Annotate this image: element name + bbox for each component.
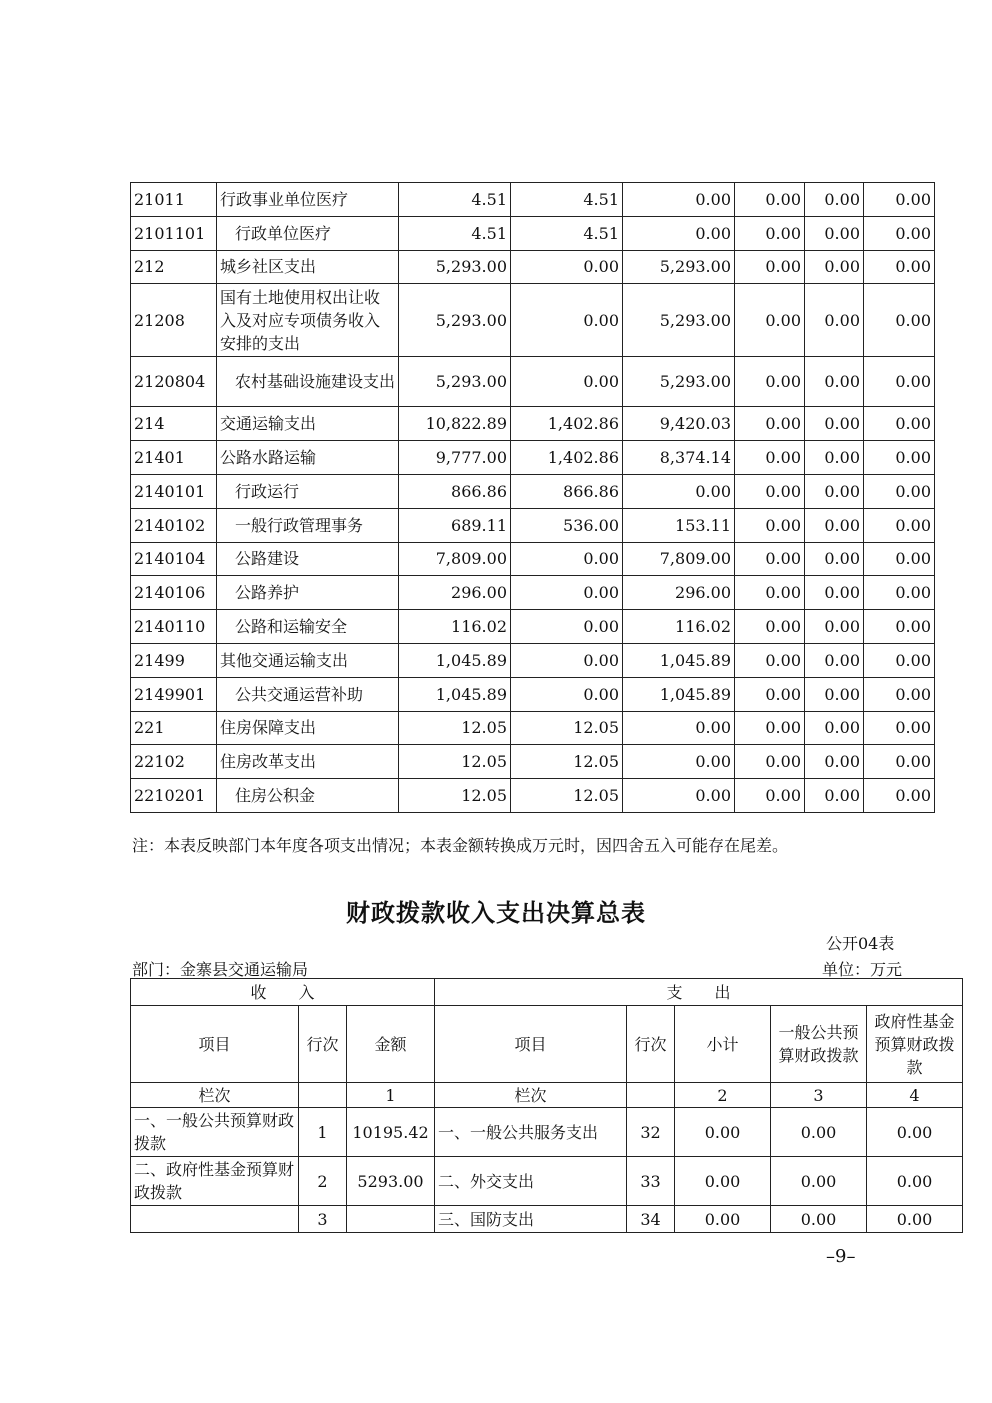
table-row <box>131 779 935 813</box>
amount-cell: 0.00 <box>864 711 935 745</box>
amount-cell: 0.00 <box>511 643 623 677</box>
subject-code: 2140102 <box>131 508 217 542</box>
subject-code: 22102 <box>131 745 217 779</box>
amount-cell: 1,045.89 <box>399 643 511 677</box>
amount-cell: 10,822.89 <box>399 407 511 441</box>
subject-name: 城乡社区支出 <box>217 250 399 284</box>
general-budget-header: 一般公共预算财政拨款 <box>771 1006 867 1083</box>
subject-code: 214 <box>131 407 217 441</box>
amount-cell: 0.00 <box>623 711 735 745</box>
summary-table <box>130 978 963 1233</box>
subtotal-cell: 0.00 <box>675 1108 771 1157</box>
amount-cell: 0.00 <box>805 216 864 250</box>
amount-cell: 0.00 <box>864 643 935 677</box>
subject-name: 一般行政管理事务 <box>217 508 399 542</box>
amount-cell: 0.00 <box>735 779 805 813</box>
amount-cell: 0.00 <box>864 284 935 357</box>
amount-cell: 0.00 <box>805 542 864 576</box>
amount-cell: 12.05 <box>511 745 623 779</box>
amount-cell: 0.00 <box>735 745 805 779</box>
amount-cell: 1,045.89 <box>623 677 735 711</box>
subject-code: 221 <box>131 711 217 745</box>
amount-cell: 0.00 <box>735 284 805 357</box>
table-row <box>131 643 935 677</box>
unit-label: 单位：万元 <box>822 960 903 979</box>
income-amount-header: 金额 <box>347 1006 435 1083</box>
income-item <box>131 1206 299 1233</box>
subtotal-cell: 0.00 <box>675 1206 771 1233</box>
amount-cell: 7,809.00 <box>399 542 511 576</box>
table-row <box>131 1108 963 1157</box>
amount-cell: 8,374.14 <box>623 441 735 475</box>
amount-cell: 0.00 <box>864 474 935 508</box>
fund-budget-cell: 0.00 <box>867 1206 963 1233</box>
expense-item-header: 项目 <box>435 1006 627 1083</box>
amount-cell: 1,045.89 <box>399 677 511 711</box>
subject-name: 国有土地使用权出让收入及对应专项债务收入安排的支出 <box>217 284 399 357</box>
table-row <box>131 711 935 745</box>
amount-cell: 0.00 <box>735 357 805 407</box>
amount-cell: 0.00 <box>805 441 864 475</box>
table-row <box>131 542 935 576</box>
amount-cell: 1,045.89 <box>623 643 735 677</box>
amount-cell: 0.00 <box>864 441 935 475</box>
subtotal-cell: 0.00 <box>675 1157 771 1206</box>
amount-cell: 0.00 <box>735 508 805 542</box>
amount-cell: 0.00 <box>735 610 805 644</box>
table-row <box>131 183 935 217</box>
subject-name: 公路和运输安全 <box>217 610 399 644</box>
subject-name: 公路水路运输 <box>217 441 399 475</box>
expense-index-label: 栏次 <box>435 1083 627 1108</box>
amount-cell: 0.00 <box>735 677 805 711</box>
empty-cell <box>299 1083 347 1108</box>
amount-cell: 0.00 <box>864 357 935 407</box>
expense-item: 三、国防支出 <box>435 1206 627 1233</box>
amount-cell: 0.00 <box>805 779 864 813</box>
income-index-label: 栏次 <box>131 1083 299 1108</box>
amount-cell: 0.00 <box>805 643 864 677</box>
subject-name: 其他交通运输支出 <box>217 643 399 677</box>
amount-cell: 4.51 <box>511 216 623 250</box>
amount-cell: 116.02 <box>623 610 735 644</box>
subject-name: 住房保障支出 <box>217 711 399 745</box>
index-1: 1 <box>347 1083 435 1108</box>
expense-detail-table <box>130 182 935 813</box>
amount-cell: 0.00 <box>511 250 623 284</box>
amount-cell: 0.00 <box>735 216 805 250</box>
amount-cell: 153.11 <box>623 508 735 542</box>
subject-code: 2140101 <box>131 474 217 508</box>
amount-cell: 0.00 <box>511 677 623 711</box>
amount-cell: 0.00 <box>623 216 735 250</box>
amount-cell: 0.00 <box>864 508 935 542</box>
amount-cell: 0.00 <box>864 779 935 813</box>
income-line: 1 <box>299 1108 347 1157</box>
amount-cell: 0.00 <box>735 183 805 217</box>
income-item: 二、政府性基金预算财政拨款 <box>131 1157 299 1206</box>
subject-code: 212 <box>131 250 217 284</box>
subject-name: 交通运输支出 <box>217 407 399 441</box>
subject-code: 21499 <box>131 643 217 677</box>
amount-cell: 0.00 <box>864 576 935 610</box>
amount-cell: 296.00 <box>399 576 511 610</box>
table-row <box>131 576 935 610</box>
income-line: 3 <box>299 1206 347 1233</box>
subject-code: 2101101 <box>131 216 217 250</box>
amount-cell: 12.05 <box>399 779 511 813</box>
amount-cell: 12.05 <box>511 711 623 745</box>
amount-cell: 5,293.00 <box>399 284 511 357</box>
subject-code: 2140106 <box>131 576 217 610</box>
amount-cell: 0.00 <box>864 677 935 711</box>
amount-cell: 0.00 <box>864 542 935 576</box>
amount-cell: 0.00 <box>805 711 864 745</box>
amount-cell: 12.05 <box>511 779 623 813</box>
subject-name: 行政事业单位医疗 <box>217 183 399 217</box>
table-row <box>131 441 935 475</box>
page-number: –9– <box>826 1246 856 1267</box>
amount-cell: 4.51 <box>399 216 511 250</box>
amount-cell: 0.00 <box>735 711 805 745</box>
amount-cell: 0.00 <box>805 576 864 610</box>
subject-code: 21011 <box>131 183 217 217</box>
subject-code: 2210201 <box>131 779 217 813</box>
income-item-header: 项目 <box>131 1006 299 1083</box>
amount-cell: 0.00 <box>511 284 623 357</box>
table-note: 注：本表反映部门本年度各项支出情况；本表金额转换成万元时，因四舍五入可能存在尾差。 <box>132 836 789 855</box>
income-amount: 5293.00 <box>347 1157 435 1206</box>
amount-cell: 0.00 <box>511 357 623 407</box>
amount-cell: 0.00 <box>864 216 935 250</box>
amount-cell: 0.00 <box>805 745 864 779</box>
subject-name: 公路建设 <box>217 542 399 576</box>
amount-cell: 0.00 <box>735 441 805 475</box>
amount-cell: 0.00 <box>623 183 735 217</box>
subject-code: 2140110 <box>131 610 217 644</box>
amount-cell: 296.00 <box>623 576 735 610</box>
amount-cell: 0.00 <box>864 407 935 441</box>
table-row <box>131 508 935 542</box>
table-row <box>131 474 935 508</box>
amount-cell: 9,777.00 <box>399 441 511 475</box>
amount-cell: 5,293.00 <box>399 357 511 407</box>
income-amount: 10195.42 <box>347 1108 435 1157</box>
form-number: 公开04表 <box>826 934 895 953</box>
fund-budget-header: 政府性基金预算财政拨款 <box>867 1006 963 1083</box>
expense-line-header: 行次 <box>627 1006 675 1083</box>
table-row <box>131 1206 963 1233</box>
amount-cell: 0.00 <box>511 610 623 644</box>
amount-cell: 0.00 <box>805 610 864 644</box>
fund-budget-cell: 0.00 <box>867 1157 963 1206</box>
subject-code: 2140104 <box>131 542 217 576</box>
subtotal-header: 小计 <box>675 1006 771 1083</box>
income-amount <box>347 1206 435 1233</box>
amount-cell: 866.86 <box>511 474 623 508</box>
general-budget-cell: 0.00 <box>771 1157 867 1206</box>
amount-cell: 0.00 <box>805 250 864 284</box>
column-index-row <box>131 1083 963 1108</box>
amount-cell: 0.00 <box>805 677 864 711</box>
general-budget-cell: 0.00 <box>771 1206 867 1233</box>
amount-cell: 12.05 <box>399 711 511 745</box>
subject-name: 农村基础设施建设支出 <box>217 357 399 407</box>
amount-cell: 0.00 <box>805 474 864 508</box>
amount-cell: 0.00 <box>864 745 935 779</box>
amount-cell: 0.00 <box>623 779 735 813</box>
subject-name: 行政单位医疗 <box>217 216 399 250</box>
amount-cell: 0.00 <box>735 250 805 284</box>
amount-cell: 0.00 <box>864 250 935 284</box>
index-3: 3 <box>771 1083 867 1108</box>
subject-code: 2149901 <box>131 677 217 711</box>
expense-line: 33 <box>627 1157 675 1206</box>
amount-cell: 0.00 <box>735 542 805 576</box>
amount-cell: 5,293.00 <box>623 250 735 284</box>
subject-name: 公共交通运营补助 <box>217 677 399 711</box>
amount-cell: 12.05 <box>399 745 511 779</box>
income-header: 收 入 <box>131 979 435 1006</box>
income-line-header: 行次 <box>299 1006 347 1083</box>
table-row <box>131 250 935 284</box>
subject-code: 2120804 <box>131 357 217 407</box>
subject-name: 行政运行 <box>217 474 399 508</box>
fund-budget-cell: 0.00 <box>867 1108 963 1157</box>
amount-cell: 116.02 <box>399 610 511 644</box>
amount-cell: 0.00 <box>864 610 935 644</box>
amount-cell: 4.51 <box>399 183 511 217</box>
subject-name: 住房公积金 <box>217 779 399 813</box>
amount-cell: 0.00 <box>511 542 623 576</box>
expense-item: 一、一般公共服务支出 <box>435 1108 627 1157</box>
amount-cell: 0.00 <box>511 576 623 610</box>
amount-cell: 5,293.00 <box>623 357 735 407</box>
column-header-row <box>131 1006 963 1083</box>
expense-header: 支 出 <box>435 979 963 1006</box>
amount-cell: 0.00 <box>735 576 805 610</box>
amount-cell: 7,809.00 <box>623 542 735 576</box>
table-row <box>131 357 935 407</box>
income-line: 2 <box>299 1157 347 1206</box>
amount-cell: 0.00 <box>805 407 864 441</box>
amount-cell: 4.51 <box>511 183 623 217</box>
amount-cell: 0.00 <box>805 357 864 407</box>
department-label: 部门：金寨县交通运输局 <box>132 960 309 979</box>
subject-code: 21208 <box>131 284 217 357</box>
expense-detail-body <box>131 183 935 813</box>
amount-cell: 9,420.03 <box>623 407 735 441</box>
amount-cell: 0.00 <box>805 284 864 357</box>
income-item: 一、一般公共预算财政拨款 <box>131 1108 299 1157</box>
amount-cell: 0.00 <box>623 745 735 779</box>
expense-item: 二、外交支出 <box>435 1157 627 1206</box>
amount-cell: 0.00 <box>735 407 805 441</box>
table-row <box>131 610 935 644</box>
amount-cell: 0.00 <box>805 183 864 217</box>
general-budget-cell: 0.00 <box>771 1108 867 1157</box>
table-row <box>131 284 935 357</box>
summary-body <box>131 1108 963 1233</box>
table-row <box>131 677 935 711</box>
amount-cell: 866.86 <box>399 474 511 508</box>
empty-cell <box>627 1083 675 1108</box>
amount-cell: 1,402.86 <box>511 441 623 475</box>
table-row <box>131 216 935 250</box>
section-header-row <box>131 979 963 1006</box>
index-4: 4 <box>867 1083 963 1108</box>
page-title: 财政拨款收入支出决算总表 <box>346 898 646 927</box>
table-row <box>131 1157 963 1206</box>
amount-cell: 5,293.00 <box>623 284 735 357</box>
table-row <box>131 407 935 441</box>
amount-cell: 0.00 <box>805 508 864 542</box>
amount-cell: 0.00 <box>735 643 805 677</box>
amount-cell: 0.00 <box>623 474 735 508</box>
amount-cell: 689.11 <box>399 508 511 542</box>
amount-cell: 536.00 <box>511 508 623 542</box>
amount-cell: 0.00 <box>864 183 935 217</box>
subject-name: 住房改革支出 <box>217 745 399 779</box>
expense-line: 32 <box>627 1108 675 1157</box>
amount-cell: 0.00 <box>735 474 805 508</box>
amount-cell: 1,402.86 <box>511 407 623 441</box>
expense-line: 34 <box>627 1206 675 1233</box>
amount-cell: 5,293.00 <box>399 250 511 284</box>
subject-name: 公路养护 <box>217 576 399 610</box>
index-2: 2 <box>675 1083 771 1108</box>
table-row <box>131 745 935 779</box>
subject-code: 21401 <box>131 441 217 475</box>
